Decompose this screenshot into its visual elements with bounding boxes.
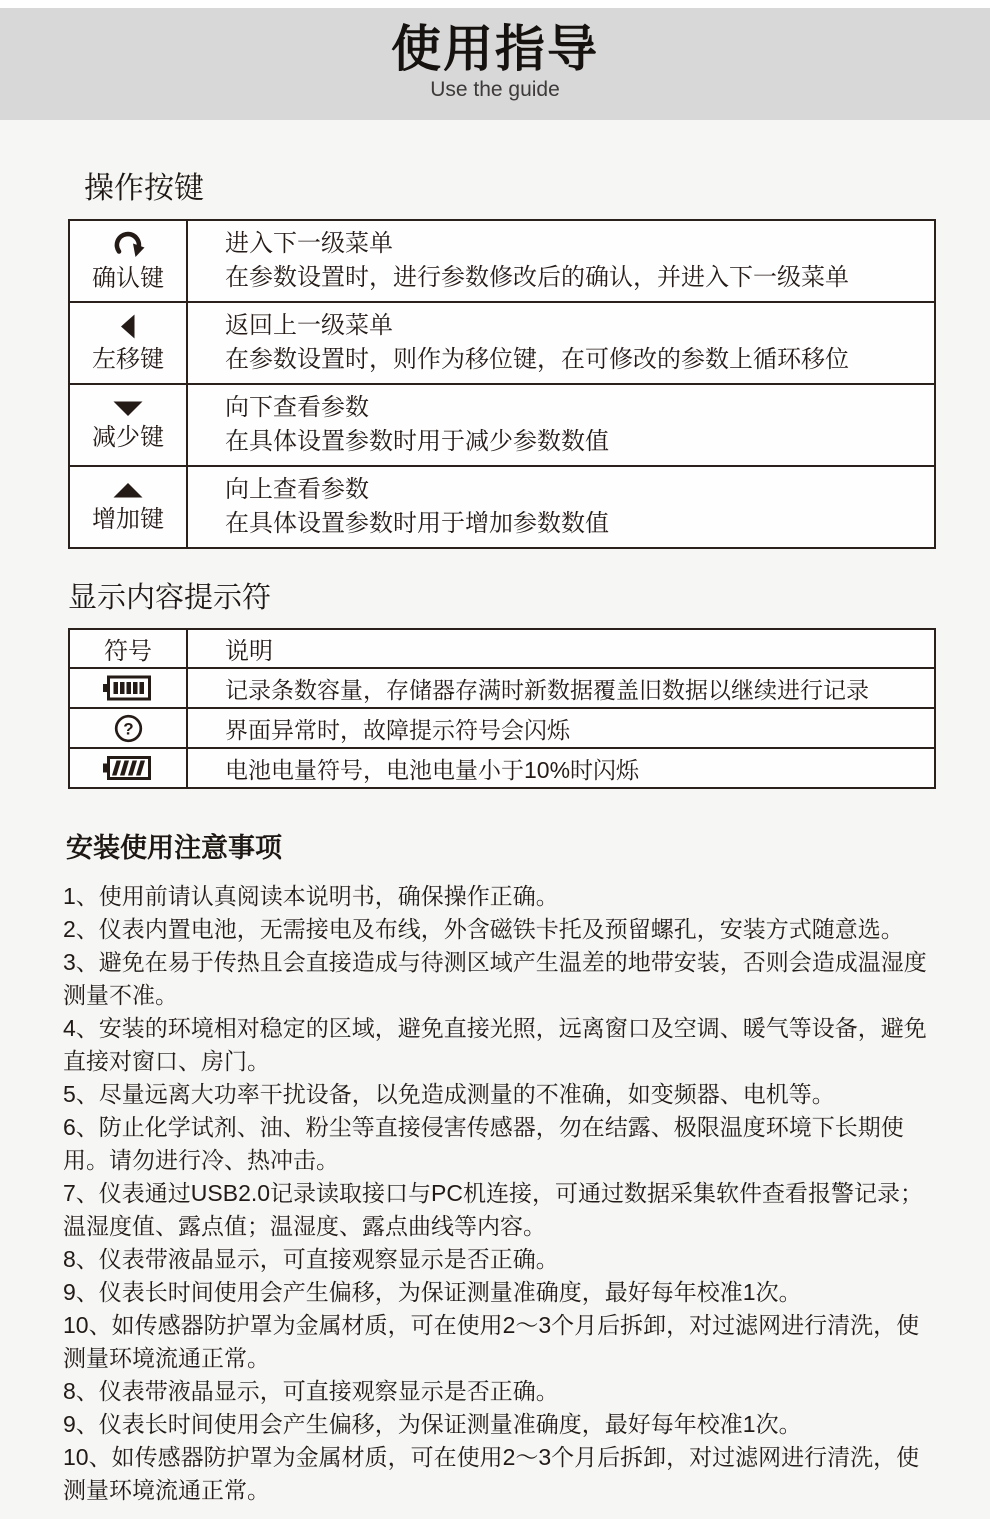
- key-description-cell: [187, 220, 935, 302]
- note-item: 4、安装的环境相对稳定的区域，避免直接光照，远离窗口及空调、暖气等设备，避免直接对窗口、房门。: [63, 1015, 927, 1074]
- key-description-line2: 在参数设置时，则作为移位键，在可修改的参数上循环移位: [225, 346, 849, 373]
- symbol-cell: [69, 748, 187, 788]
- key-label: 减少键: [92, 424, 164, 451]
- operation-keys-table: [68, 219, 936, 549]
- key-cell: [69, 220, 187, 302]
- note-item: 10、如传感器防护罩为金属材质，可在使用2～3个月后拆卸，对过滤网进行清洗，使测量环境流通正常。: [63, 1312, 920, 1371]
- record-capacity-icon: [71, 674, 185, 702]
- note-item: 8、仪表带液晶显示，可直接观察显示是否正确。: [63, 1246, 559, 1272]
- symbol-row: [69, 708, 935, 748]
- note-item: 2、仪表内置电池，无需接电及布线，外含磁铁卡托及预留螺孔，安装方式随意选。: [63, 916, 904, 942]
- confirm-arrow-icon: [70, 231, 186, 259]
- section-heading-operation-keys: 操作按键: [84, 172, 204, 205]
- section-heading-installation-notes: 安装使用注意事项: [66, 833, 282, 863]
- top-white-strip: [0, 0, 990, 8]
- key-cell: [69, 466, 187, 548]
- key-cell: [69, 384, 187, 466]
- key-row: [69, 302, 935, 384]
- key-description-cell: [187, 466, 935, 548]
- page-subtitle: Use the guide: [430, 78, 560, 101]
- section-heading-display-symbols: 显示内容提示符: [68, 582, 272, 614]
- symbol-description: 电池电量符号，电池电量小于10%时闪烁: [187, 748, 935, 788]
- symbol-description: 记录条数容量，存储器存满时新数据覆盖旧数据以继续进行记录: [187, 668, 935, 708]
- key-label: 增加键: [92, 506, 164, 533]
- key-cell: [69, 302, 187, 384]
- key-description-line1: 向下查看参数: [225, 394, 369, 421]
- key-row: [69, 220, 935, 302]
- note-item: 8、仪表带液晶显示，可直接观察显示是否正确。: [63, 1378, 559, 1404]
- key-label: 确认键: [92, 264, 164, 292]
- symbol-cell: [69, 668, 187, 708]
- key-description-line1: 返回上一级菜单: [225, 312, 393, 339]
- symbols-column-header-description: 说明: [187, 629, 935, 668]
- left-arrow-icon: [70, 313, 186, 340]
- key-label: 左移键: [92, 346, 164, 373]
- note-item: 10、如传感器防护罩为金属材质，可在使用2～3个月后拆卸，对过滤网进行清洗，使测量环境流通正常。: [63, 1444, 920, 1503]
- question-circle-icon: [71, 713, 185, 744]
- key-description-line1: 向上查看参数: [225, 476, 369, 503]
- key-description-line2: 在具体设置参数时用于减少参数数值: [225, 428, 609, 455]
- page-title: 使用指导: [391, 21, 599, 77]
- symbol-row: [69, 668, 935, 708]
- symbols-column-header-symbol: 符号: [69, 629, 187, 668]
- header-banner: [0, 8, 990, 120]
- svg-text:?: ?: [122, 719, 134, 738]
- notes-list: [63, 880, 931, 1507]
- display-symbols-table: [68, 628, 936, 789]
- key-row: [69, 384, 935, 466]
- note-item: 6、防止化学试剂、油、粉尘等直接侵害传感器，勿在结露、极限温度环境下长期使用。请勿进行冷、热冲击。: [63, 1114, 904, 1173]
- symbols-header-row: [69, 629, 935, 668]
- battery-icon: [71, 754, 185, 782]
- key-description-cell: [187, 302, 935, 384]
- symbol-description: 界面异常时，故障提示符号会闪烁: [187, 708, 935, 748]
- note-item: 3、避免在易于传热且会直接造成与待测区域产生温差的地带安装，否则会造成温湿度测量不准。: [63, 949, 927, 1008]
- note-item: 9、仪表长时间使用会产生偏移，为保证测量准确度，最好每年校准1次。: [63, 1279, 802, 1305]
- key-description-line1: 进入下一级菜单: [225, 230, 393, 257]
- up-arrow-icon: [70, 481, 186, 500]
- symbol-row: [69, 748, 935, 788]
- down-arrow-icon: [70, 399, 186, 418]
- note-item: 9、仪表长时间使用会产生偏移，为保证测量准确度，最好每年校准1次。: [63, 1411, 802, 1437]
- note-item: 5、尽量远离大功率干扰设备，以免造成测量的不准确，如变频器、电机等。: [63, 1081, 835, 1107]
- note-item: 7、仪表通过USB2.0记录读取接口与PC机连接，可通过数据采集软件查看报警记录；温湿度值、露点值；温湿度、露点曲线等内容。: [63, 1180, 924, 1239]
- key-description-line2: 在具体设置参数时用于增加参数数值: [225, 510, 609, 537]
- symbol-cell: [69, 708, 187, 748]
- key-description-cell: [187, 384, 935, 466]
- key-description-line2: 在参数设置时，进行参数修改后的确认，并进入下一级菜单: [225, 264, 849, 291]
- note-item: 1、使用前请认真阅读本说明书，确保操作正确。: [63, 883, 559, 909]
- key-row: [69, 466, 935, 548]
- content: [63, 163, 936, 1507]
